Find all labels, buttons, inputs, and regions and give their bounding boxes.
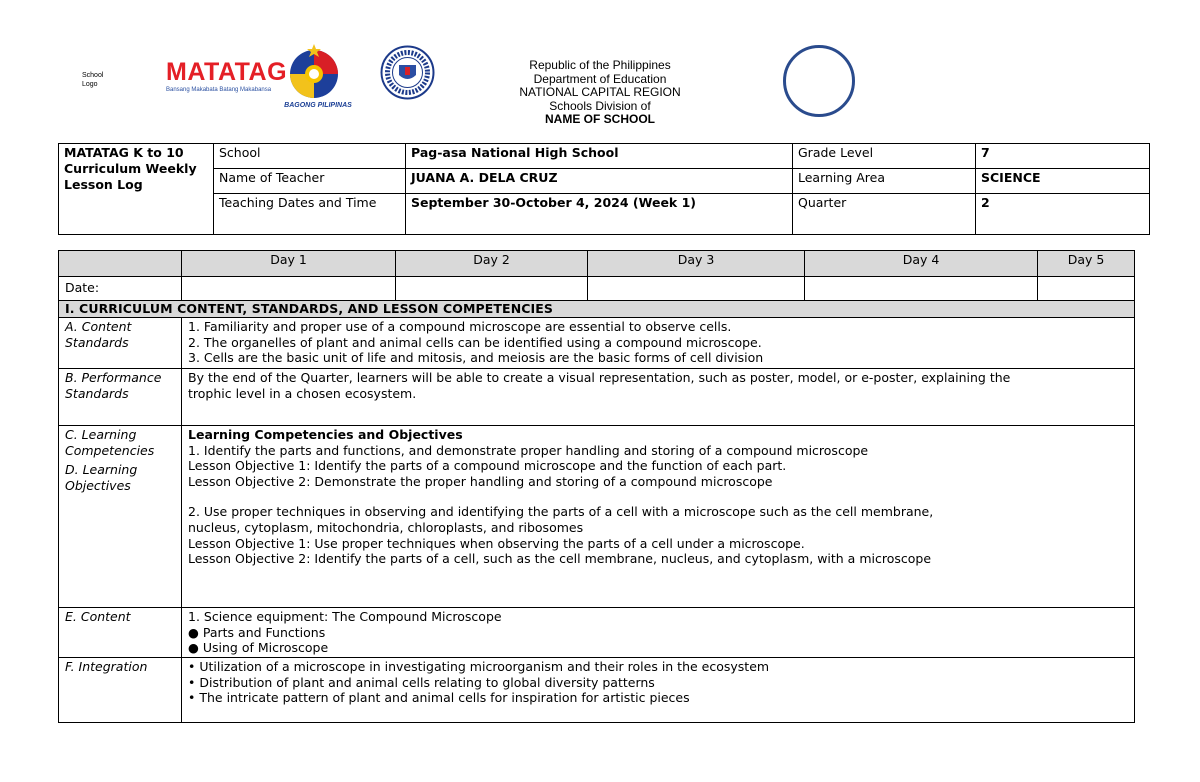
deped-seal (380, 45, 435, 100)
school-logo-line2: Logo (82, 81, 98, 88)
integration-item: • Utilization of a microscope in investigating microorganism and their roles in the ecosystem (188, 659, 770, 674)
learning-competencies-label: C. Learning Competencies (65, 427, 155, 458)
school-value: Pag-asa National High School (406, 144, 793, 169)
competency-item: 1. Identify the parts and functions, and demonstrate proper handling and storing of a compound microscope (188, 442, 869, 458)
learning-area-value: SCIENCE (976, 169, 1150, 194)
teaching-dates-value: September 30-October 4, 2024 (Week 1) (406, 194, 793, 235)
learning-objectives-label: D. Learning Objectives (65, 462, 138, 493)
performance-standards-text (182, 369, 1135, 426)
agency-heading (480, 59, 720, 127)
section-title: I. CURRICULUM CONTENT, STANDARDS, AND LESSON COMPETENCIES (59, 301, 1135, 318)
content-text (182, 608, 1135, 658)
bagong-pilipinas-text: BAGONG PILIPINAS (284, 102, 352, 109)
division-line: Schools Division of (549, 98, 651, 113)
corner-cell (59, 251, 182, 277)
teaching-dates-label: Teaching Dates and Time (214, 194, 406, 235)
content-standards-text (182, 318, 1135, 369)
date-cell-day5 (1038, 277, 1135, 301)
content-label: E. Content (59, 608, 182, 658)
date-label: Date: (59, 277, 182, 301)
content-item: 1. Science equipment: The Compound Microscope (188, 609, 502, 624)
teacher-label: Name of Teacher (214, 169, 406, 194)
date-cell-day1 (182, 277, 396, 301)
log-title: MATATAG K to 10 Curriculum Weekly Lesson Log (59, 144, 214, 235)
competencies-heading: Learning Competencies and Objectives (188, 427, 463, 442)
grade-level-label: Grade Level (793, 144, 976, 169)
lesson-objective: Lesson Objective 2: Demonstrate the proper handling and storing of a compound microscope (188, 473, 773, 489)
bagong-pilipinas-logo (283, 42, 353, 112)
learning-area-label: Learning Area (793, 169, 976, 194)
competency-item: 2. Use proper techniques in observing and identifying the parts of a cell with a microscope such as the cell membrane, nucleus, cytoplasm, mitochondria, chloroplasts, and ribosomes (188, 504, 934, 535)
school-name-line: NAME OF SCHOOL (545, 112, 655, 127)
lesson-objective: Lesson Objective 2: Identify the parts of a cell, such as the cell membrane, nucleus, and cytoplasm, with a microscope (188, 551, 932, 567)
date-cell-day3 (588, 277, 805, 301)
matatag-wordmark: MATATAG (166, 58, 288, 86)
quarter-label: Quarter (793, 194, 976, 235)
content-item: ● Using of Microscope (188, 640, 329, 656)
school-logo-line1: School (82, 72, 104, 79)
date-cell-day4 (805, 277, 1038, 301)
quarter-value: 2 (976, 194, 1150, 235)
spacer (188, 489, 1128, 504)
grade-level-value: 7 (976, 144, 1150, 169)
day-header: Day 2 (396, 251, 588, 277)
content-standard-item: 3. Cells are the basic unit of life and mitosis, and meiosis are the basic forms of cell division (188, 350, 764, 366)
performance-standard-text: By the end of the Quarter, learners will be able to create a visual representation, such as poster, model, or e-poster, explaining the trophic level in a chosen ecosystem. (188, 370, 1011, 401)
deped-seal-icon (380, 45, 435, 100)
matatag-tagline: Bansang Makabata Batang Makabansa (166, 87, 272, 93)
date-cell-day2 (396, 277, 588, 301)
integration-text (182, 658, 1135, 723)
lesson-log-info-table (58, 143, 1150, 235)
competencies-text (182, 426, 1135, 608)
region-line: NATIONAL CAPITAL REGION (519, 85, 681, 100)
school-label: School (214, 144, 406, 169)
content-item: ● Parts and Functions (188, 624, 326, 640)
content-standard-item: 2. The organelles of plant and animal cells can be identified using a compound microscope. (188, 334, 762, 350)
lesson-objective: Lesson Objective 1: Identify the parts of a compound microscope and the function of each part. (188, 458, 787, 474)
performance-standards-label: B. Performance Standards (59, 369, 182, 426)
competencies-label-cell (59, 426, 182, 608)
integration-item: • The intricate pattern of plant and animal cells for inspiration for artistic pieces (188, 690, 690, 706)
integration-item: • Distribution of plant and animal cells relating to global diversity patterns (188, 674, 655, 690)
republic-line: Republic of the Philippines (529, 58, 671, 72)
day-header: Day 1 (182, 251, 396, 277)
content-standard-item: 1. Familiarity and proper use of a compound microscope are essential to observe cells. (188, 319, 732, 334)
lesson-objective: Lesson Objective 1: Use proper techniques when observing the parts of a cell under a microscope. (188, 535, 805, 551)
integration-label: F. Integration (59, 658, 182, 723)
day-header: Day 3 (588, 251, 805, 277)
day-header: Day 5 (1038, 251, 1135, 277)
division-logo-circle (783, 45, 855, 117)
day-header: Day 4 (805, 251, 1038, 277)
bagong-pilipinas-emblem-icon (283, 42, 353, 104)
weekly-log-table (58, 250, 1135, 723)
matatag-logo (166, 58, 288, 98)
teacher-value: JUANA A. DELA CRUZ (406, 169, 793, 194)
school-logo-placeholder (82, 71, 103, 89)
content-standards-label: A. Content Standards (59, 318, 182, 369)
department-line: Department of Education (533, 71, 667, 86)
